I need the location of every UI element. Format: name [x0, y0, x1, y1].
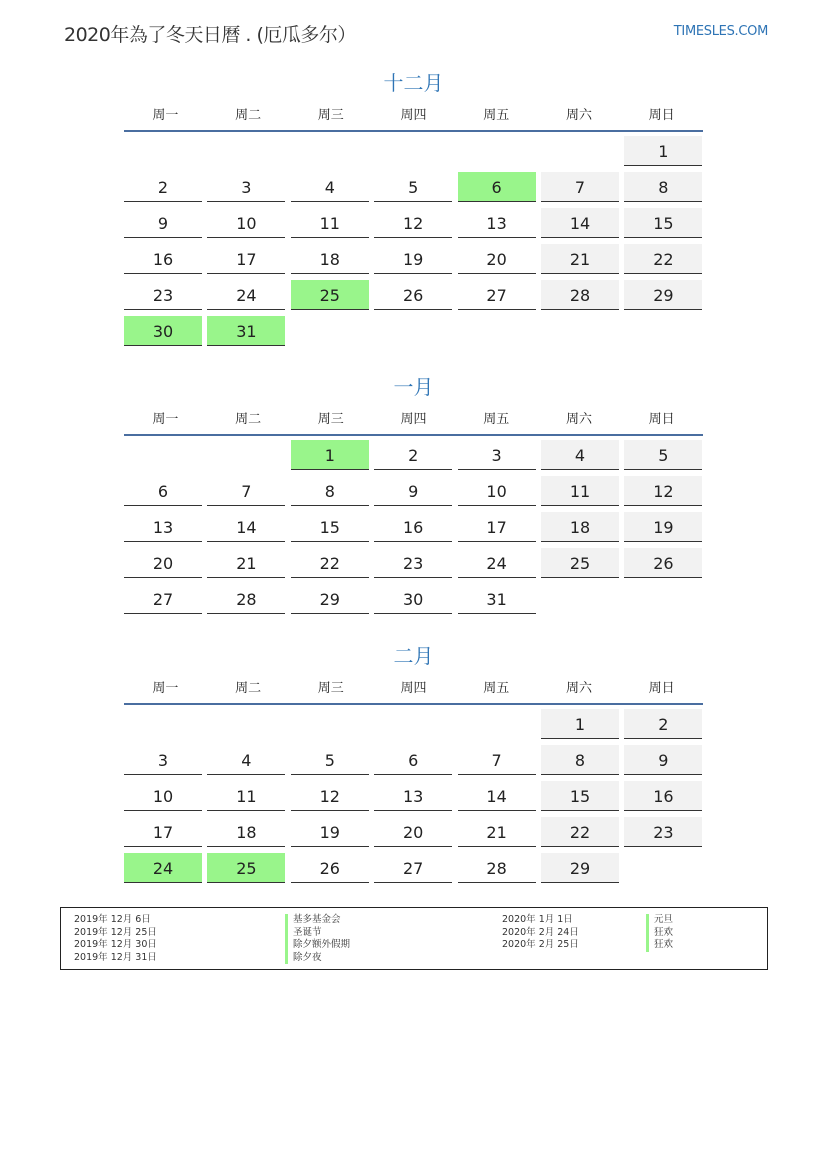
day-cell: 21 [541, 244, 619, 274]
day-cell: 18 [291, 244, 369, 274]
day-cell: 21 [207, 548, 285, 578]
day-cell: 11 [541, 476, 619, 506]
day-cell: 12 [374, 208, 452, 238]
legend-holiday-name: 圣诞节 [293, 926, 322, 938]
site-link[interactable]: TIMESLES.COM [673, 24, 768, 39]
holiday-day-cell: 1 [291, 440, 369, 470]
legend-date: 2020年 1月 1日 [502, 914, 573, 925]
holiday-day-cell: 25 [207, 853, 285, 883]
day-cell: 22 [291, 548, 369, 578]
weekday-header [124, 106, 703, 132]
day-cell: 20 [374, 817, 452, 847]
weekday-label: 周五 [483, 108, 510, 123]
day-cell: 6 [374, 745, 452, 775]
holiday-day-cell: 6 [458, 172, 536, 202]
day-cell: 1 [624, 136, 702, 166]
day-cell: 29 [624, 280, 702, 310]
day-cell: 20 [458, 244, 536, 274]
weekday-label: 周六 [565, 681, 592, 696]
legend-holiday-name: 元旦 [654, 914, 674, 925]
day-cell: 18 [207, 817, 285, 847]
day-cell: 5 [624, 440, 702, 470]
weekday-label: 周二 [235, 108, 262, 123]
day-cell: 1 [541, 709, 619, 739]
weekday-label: 周三 [317, 412, 344, 427]
legend-names-left [285, 914, 350, 964]
weekday-label: 周日 [648, 108, 675, 123]
day-cell: 9 [624, 745, 702, 775]
day-cell: 4 [291, 172, 369, 202]
weekday-label: 周日 [648, 681, 675, 696]
day-cell: 5 [374, 172, 452, 202]
legend-date: 2019年 12月 6日 [74, 914, 151, 925]
weekday-label: 周四 [400, 108, 427, 123]
day-cell: 31 [458, 584, 536, 614]
weekday-label: 周日 [648, 412, 675, 427]
day-cell: 9 [124, 208, 202, 238]
weekday-label: 周六 [565, 108, 592, 123]
day-cell: 5 [291, 745, 369, 775]
day-cell: 17 [124, 817, 202, 847]
legend-holiday-name: 狂欢 [654, 926, 674, 938]
month-title: 二月 [393, 644, 434, 668]
day-cell: 22 [541, 817, 619, 847]
day-cell: 14 [458, 781, 536, 811]
legend-holiday-name: 基多基金会 [293, 914, 341, 925]
day-cell: 29 [291, 584, 369, 614]
holiday-day-cell: 24 [124, 853, 202, 883]
month-title: 一月 [393, 375, 434, 399]
day-cell: 7 [207, 476, 285, 506]
day-cell: 7 [541, 172, 619, 202]
weekday-label: 周一 [152, 681, 179, 696]
day-grid [124, 136, 703, 352]
day-cell: 17 [207, 244, 285, 274]
day-cell: 21 [458, 817, 536, 847]
holiday-day-cell: 30 [124, 316, 202, 346]
day-cell: 12 [624, 476, 702, 506]
day-cell: 26 [624, 548, 702, 578]
day-cell: 26 [374, 280, 452, 310]
day-cell: 29 [541, 853, 619, 883]
day-cell: 14 [207, 512, 285, 542]
day-cell: 13 [374, 781, 452, 811]
weekday-label: 周四 [400, 681, 427, 696]
day-cell: 12 [291, 781, 369, 811]
page-title: 2020年為了冬天日曆 . (厄瓜多尔） [64, 24, 356, 46]
weekday-label: 周一 [152, 412, 179, 427]
weekday-header [124, 679, 703, 705]
day-cell: 17 [458, 512, 536, 542]
day-grid [124, 709, 703, 889]
day-cell: 10 [207, 208, 285, 238]
day-cell: 28 [207, 584, 285, 614]
day-cell: 8 [541, 745, 619, 775]
day-cell: 22 [624, 244, 702, 274]
legend-holiday-name: 狂欢 [654, 939, 674, 950]
month-january [124, 374, 703, 620]
month-title: 十二月 [383, 71, 444, 95]
weekday-label: 周三 [317, 108, 344, 123]
day-cell: 2 [624, 709, 702, 739]
day-cell: 16 [374, 512, 452, 542]
day-cell: 9 [374, 476, 452, 506]
day-cell: 15 [624, 208, 702, 238]
day-cell: 4 [541, 440, 619, 470]
weekday-header [124, 410, 703, 436]
weekday-label: 周二 [235, 412, 262, 427]
day-cell: 20 [124, 548, 202, 578]
day-cell: 13 [124, 512, 202, 542]
legend-dates-right [502, 914, 579, 952]
day-cell: 27 [124, 584, 202, 614]
day-cell: 25 [541, 548, 619, 578]
day-cell: 16 [624, 781, 702, 811]
day-cell: 13 [458, 208, 536, 238]
day-cell: 24 [458, 548, 536, 578]
weekday-label: 周五 [483, 681, 510, 696]
day-cell: 3 [207, 172, 285, 202]
weekday-label: 周四 [400, 412, 427, 427]
day-cell: 18 [541, 512, 619, 542]
day-cell: 19 [374, 244, 452, 274]
month-december [124, 70, 703, 352]
day-cell: 6 [124, 476, 202, 506]
holiday-day-cell: 25 [291, 280, 369, 310]
day-cell: 30 [374, 584, 452, 614]
day-cell: 24 [207, 280, 285, 310]
holiday-legend [60, 907, 768, 970]
day-cell: 19 [624, 512, 702, 542]
day-cell: 23 [124, 280, 202, 310]
weekday-label: 周五 [483, 412, 510, 427]
day-cell: 14 [541, 208, 619, 238]
day-cell: 28 [541, 280, 619, 310]
day-cell: 23 [624, 817, 702, 847]
day-cell: 28 [458, 853, 536, 883]
legend-holiday-name: 除夕额外假期 [293, 939, 351, 950]
day-cell: 11 [291, 208, 369, 238]
day-cell: 10 [458, 476, 536, 506]
day-cell: 26 [291, 853, 369, 883]
legend-date: 2019年 12月 30日 [74, 939, 157, 950]
legend-holiday-name: 除夕夜 [293, 951, 322, 963]
day-grid [124, 440, 703, 620]
day-cell: 8 [624, 172, 702, 202]
legend-date: 2020年 2月 24日 [502, 926, 579, 938]
holiday-day-cell: 31 [207, 316, 285, 346]
day-cell: 10 [124, 781, 202, 811]
day-cell: 15 [291, 512, 369, 542]
day-cell: 2 [374, 440, 452, 470]
day-cell: 3 [458, 440, 536, 470]
day-cell: 16 [124, 244, 202, 274]
day-cell: 8 [291, 476, 369, 506]
day-cell: 2 [124, 172, 202, 202]
legend-date: 2019年 12月 31日 [74, 951, 157, 963]
day-cell: 27 [458, 280, 536, 310]
day-cell: 27 [374, 853, 452, 883]
day-cell: 7 [458, 745, 536, 775]
legend-date: 2020年 2月 25日 [502, 939, 579, 950]
weekday-label: 周二 [235, 681, 262, 696]
day-cell: 3 [124, 745, 202, 775]
day-cell: 11 [207, 781, 285, 811]
day-cell: 15 [541, 781, 619, 811]
legend-names-right [646, 914, 673, 952]
day-cell: 4 [207, 745, 285, 775]
legend-dates-left [74, 914, 157, 964]
day-cell: 23 [374, 548, 452, 578]
weekday-label: 周一 [152, 108, 179, 123]
day-cell: 19 [291, 817, 369, 847]
legend-date: 2019年 12月 25日 [74, 926, 157, 938]
weekday-label: 周三 [317, 681, 344, 696]
month-february [124, 643, 703, 889]
weekday-label: 周六 [565, 412, 592, 427]
